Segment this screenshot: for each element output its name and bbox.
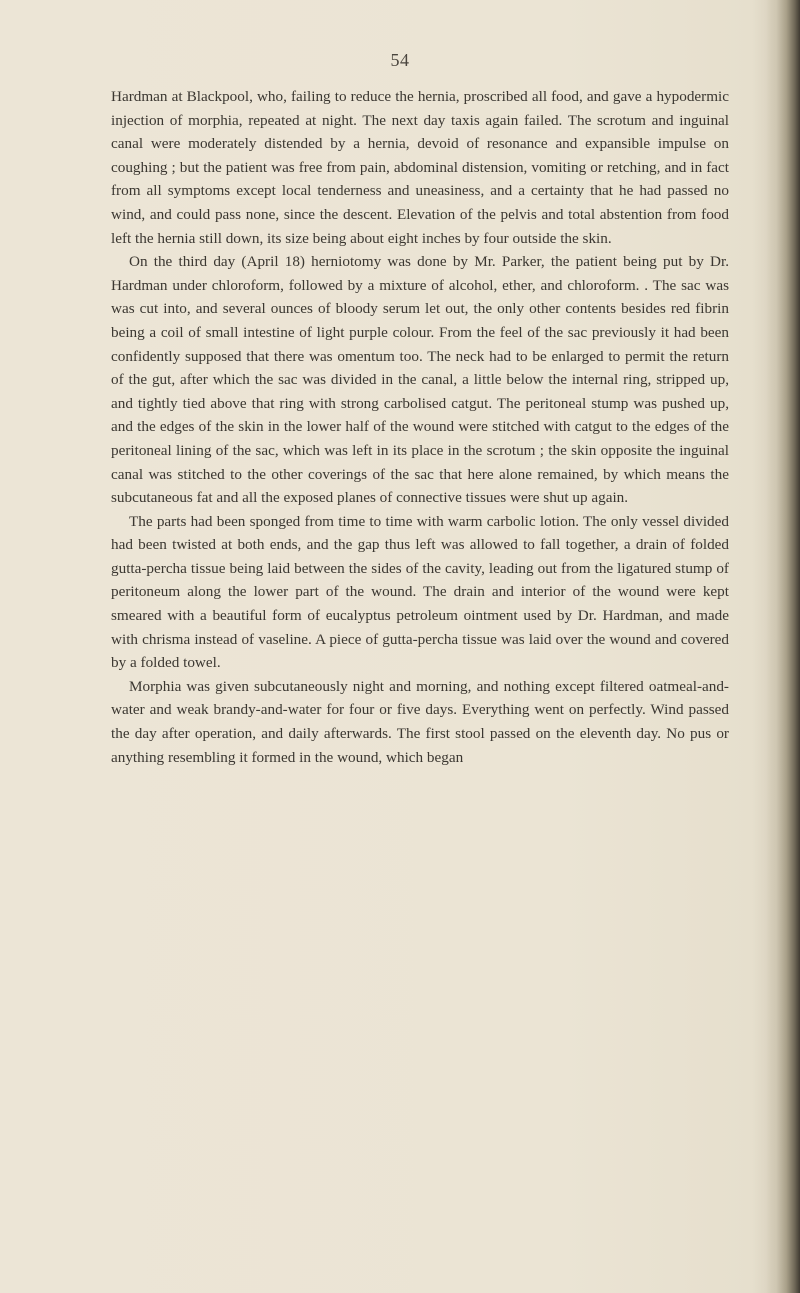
page-binding-edge xyxy=(766,0,800,1293)
page-number: 54 xyxy=(390,50,410,70)
paragraph-1: Hardman at Blackpool, who, failing to reduce the hernia, proscribed all food, and gave a hypodermic injection of morphia, repeated at night. The next day taxis again failed. The scrotum and inguinal canal were moderately distended by a hernia, devoid of resonance and expansible impulse on coughing ; but the patient was free from pain, abdominal distension, vomiting or retching, and in fact from all symptoms except local tenderness and uneasiness, and a certainty that he had passed no wind, and could pass none, since the descent. Elevation of the pelvis and total abstention from food left the hernia still down, its size being about eight inches by four outside the skin. xyxy=(111,88,729,247)
paragraph-3: The parts had been sponged from time to time with warm carbolic lotion. The only vessel divided had been twisted at both ends, and the gap thus left was allowed to fall together, a drain of folded gutta-percha tissue being laid between the sides of the cavity, leading out from the ligatured stump of peritoneum along the lower part of the wound. The drain and interior of the wound were kept smeared with a beautiful form of eucalyptus petroleum ointment used by Dr. Hardman, and made with chrisma instead of vaseline. A piece of gutta-percha tissue was laid over the wound and covered by a folded towel. xyxy=(111,512,729,672)
paragraph-2: On the third day (April 18) herniotomy was done by Mr. Parker, the patient being put by Dr. Hardman under chloroform, followed by a mixture of alcohol, ether, and chloroform. . The sac was was cut into, and several ounces of bloody serum let out, the only other contents besides red fibrin being a coil of small intestine of light purple colour. From the feel of the sac previously it had been confidently supposed that there was omentum too. The neck had to be enlarged to permit the return of the gut, after which the sac was divided in the canal, a little below the internal ring, stripped up, and tightly tied above that ring with strong carbolised catgut. The peritoneal stump was pushed up, and the edges of the skin in the lower half of the wound were stitched with catgut to the edges of the peritoneal lining of the sac, which was left in its place in the scrotum ; the skin opposite the inguinal canal was stitched to the other coverings of the sac that here alone remained, by which means the subcutaneous fat and all the exposed planes of connective tissues were shut up again. xyxy=(111,253,729,507)
paragraph-4: Morphia was given subcutaneously night and morning, and nothing except filtered oatmeal-and-water and weak brandy-and-water for four or five days. Everything went on perfectly. Wind passed the day after operation, and daily afterwards. The first stool passed on the eleventh day. No pus or anything resembling it formed in the wound, which began xyxy=(111,677,729,766)
body-text xyxy=(111,85,729,769)
